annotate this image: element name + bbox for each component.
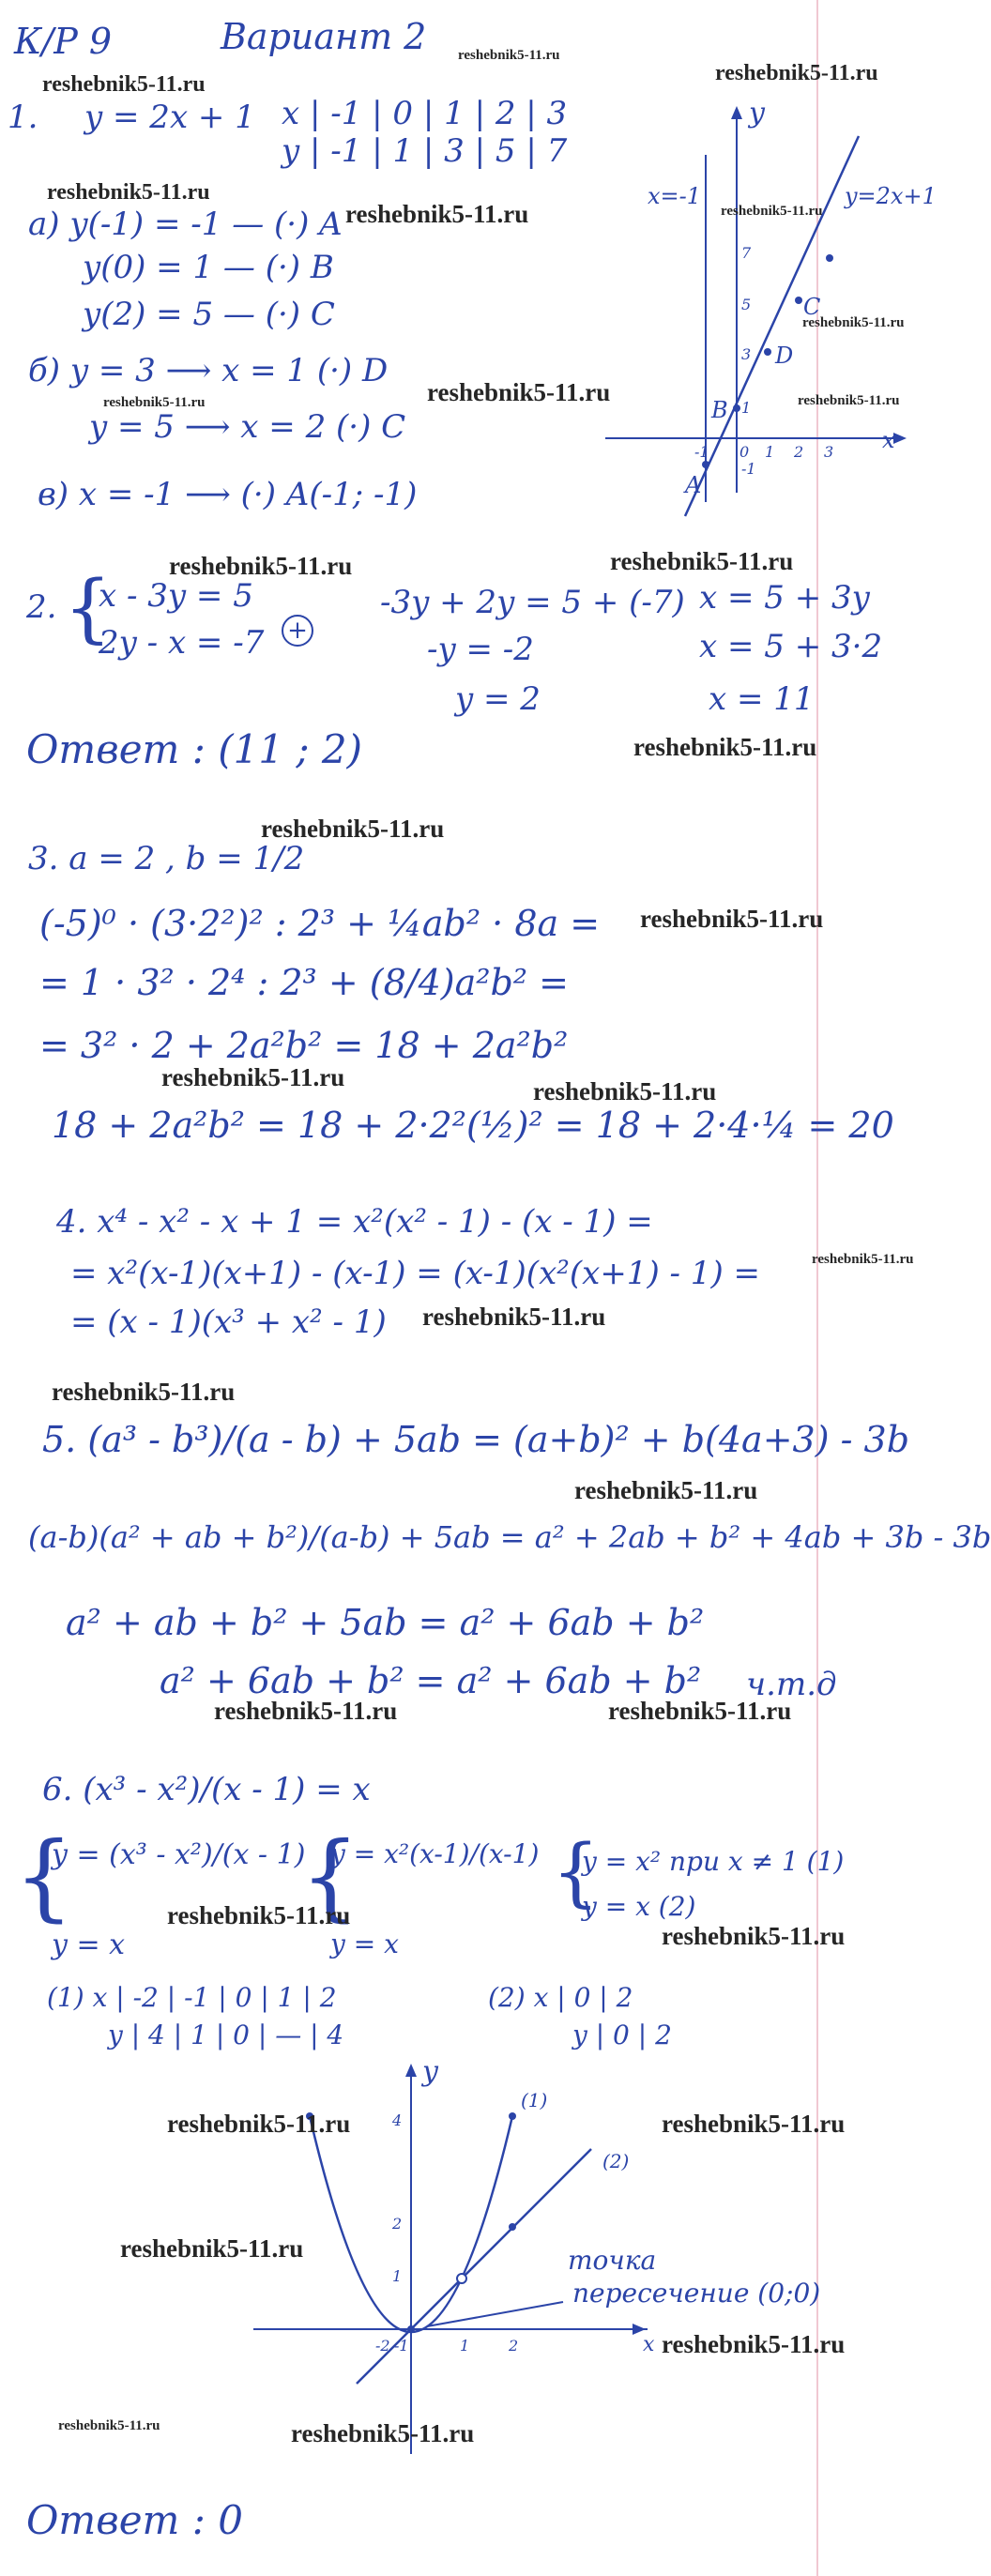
x-axis-arrow bbox=[893, 433, 907, 444]
header-variant: Вариант 2 bbox=[221, 16, 427, 57]
graph1-x-label: x bbox=[882, 427, 895, 453]
task1-function: y = 2x + 1 bbox=[84, 99, 255, 136]
graph2-tick-x: -1 bbox=[394, 2337, 409, 2355]
graph1-tick-y: 1 bbox=[741, 399, 752, 417]
task6-table2-x: (2) x | 0 | 2 bbox=[488, 1982, 633, 2013]
task1-a-line3: y(2) = 5 — (·) C bbox=[83, 296, 335, 333]
watermark: reshebnik5-11.ru bbox=[291, 2419, 475, 2447]
task6-table2-y: y | 0 | 2 bbox=[572, 2020, 672, 2050]
graph2-tick-x: 1 bbox=[460, 2337, 470, 2355]
watermark: reshebnik5-11.ru bbox=[422, 1303, 606, 1331]
task2-answer: Ответ : (11 ; 2) bbox=[26, 726, 363, 772]
watermark: reshebnik5-11.ru bbox=[214, 1697, 398, 1725]
watermark: reshebnik5-11.ru bbox=[58, 2418, 160, 2433]
task6-note1: точка bbox=[568, 2245, 657, 2276]
task2-number: 2. bbox=[26, 588, 57, 626]
task3-line3: = 3² · 2 + 2a²b² = 18 + 2a²b² bbox=[39, 1025, 569, 1066]
line-y-x bbox=[357, 2149, 591, 2384]
watermark: reshebnik5-11.ru bbox=[640, 905, 824, 933]
graph2-tick-y: 4 bbox=[392, 2111, 403, 2129]
header-kr: К/Р 9 bbox=[14, 21, 113, 62]
task1-a-line2: y(0) = 1 — (·) B bbox=[83, 249, 334, 286]
watermark: reshebnik5-11.ru bbox=[662, 1922, 846, 1950]
point-2-2 bbox=[509, 2223, 516, 2231]
watermark: reshebnik5-11.ru bbox=[261, 815, 445, 843]
watermark: reshebnik5-11.ru bbox=[715, 61, 878, 85]
task6-line1: 6. (x³ - x²)/(x - 1) = x bbox=[42, 1771, 371, 1808]
task3-given: 3. a = 2 , b = 1/2 bbox=[28, 840, 305, 877]
point-2-4 bbox=[509, 2112, 516, 2120]
watermark: reshebnik5-11.ru bbox=[608, 1697, 792, 1725]
point-B bbox=[733, 404, 740, 412]
task6-table1-y: y | 4 | 1 | 0 | — | 4 bbox=[108, 2020, 344, 2050]
task2-step2: -y = -2 bbox=[427, 631, 534, 668]
task2-plus: + bbox=[282, 615, 313, 647]
task6-table1-x: (1) x | -2 | -1 | 0 | 1 | 2 bbox=[47, 1982, 337, 2013]
watermark: reshebnik5-11.ru bbox=[802, 315, 905, 330]
graph2-y-label: y bbox=[422, 2055, 438, 2088]
watermark: reshebnik5-11.ru bbox=[721, 204, 823, 219]
intersection-point bbox=[407, 2325, 415, 2333]
task1-c-line1: в) x = -1 ⟶ (·) A(-1; -1) bbox=[38, 476, 418, 513]
system-brace: { bbox=[64, 564, 112, 651]
graph1-tick-x: 1 bbox=[765, 443, 775, 461]
excluded-point bbox=[457, 2274, 466, 2283]
task2-eq2: 2y - x = -7 bbox=[99, 624, 265, 662]
watermark: reshebnik5-11.ru bbox=[662, 2110, 846, 2138]
watermark: reshebnik5-11.ru bbox=[427, 378, 611, 406]
task4-line2: = x²(x-1)(x+1) - (x-1) = (x-1)(x²(x+1) - 1) = bbox=[70, 1255, 761, 1292]
graph1-vline-label: x=-1 bbox=[648, 183, 702, 209]
task6-sys3a: y = x² при x ≠ 1 (1) bbox=[582, 1846, 845, 1877]
watermark: reshebnik5-11.ru bbox=[167, 2110, 351, 2138]
watermark: reshebnik5-11.ru bbox=[52, 1378, 236, 1406]
watermark: reshebnik5-11.ru bbox=[167, 1901, 351, 1929]
task1-b-line1: б) y = 3 ⟶ x = 1 (·) D bbox=[28, 352, 389, 389]
task1-a-line1: а) y(-1) = -1 — (·) A bbox=[28, 206, 343, 243]
task6-sys3b: y = x (2) bbox=[582, 1891, 696, 1922]
watermark: reshebnik5-11.ru bbox=[42, 72, 206, 97]
task6-sys1a: y = (x³ - x²)/(x - 1) bbox=[52, 1838, 306, 1871]
watermark: reshebnik5-11.ru bbox=[633, 733, 817, 761]
watermark: reshebnik5-11.ru bbox=[458, 48, 560, 63]
system-brace: { bbox=[14, 1821, 74, 1931]
task1-table-y: y | -1 | 1 | 3 | 5 | 7 bbox=[282, 132, 568, 170]
task4-line1: 4. x⁴ - x² - x + 1 = x²(x² - 1) - (x - 1) = bbox=[56, 1203, 653, 1241]
task3-line4: 18 + 2a²b² = 18 + 2·2²(½)² = 18 + 2·4·¼ = 20 bbox=[52, 1105, 894, 1146]
graph1-y-label: y bbox=[749, 97, 765, 130]
watermark: reshebnik5-11.ru bbox=[798, 393, 900, 408]
task1-table-x: x | -1 | 0 | 1 | 2 | 3 bbox=[282, 95, 568, 132]
watermark: reshebnik5-11.ru bbox=[120, 2234, 304, 2263]
graph2-tick-y: 2 bbox=[392, 2215, 403, 2233]
graph1-line-label: y=2x+1 bbox=[845, 183, 937, 209]
y-axis-arrow bbox=[405, 2064, 417, 2077]
system-brace: { bbox=[552, 1828, 600, 1915]
graph1-tick-y: 7 bbox=[741, 244, 752, 262]
task2-res1: x = 5 + 3y bbox=[699, 579, 870, 617]
task5-line2: (a-b)(a² + ab + b²)/(a-b) + 5ab = a² + 2ab + b² + 4ab + 3b - 3b bbox=[28, 1519, 991, 1555]
graph1-point-C: C bbox=[803, 294, 821, 320]
task2-step3: y = 2 bbox=[455, 680, 541, 718]
graph1-point-A: A bbox=[685, 472, 702, 498]
graph2-tick-x: -2 bbox=[375, 2337, 390, 2355]
graph1-tick-y: -1 bbox=[741, 460, 756, 478]
watermark: reshebnik5-11.ru bbox=[103, 395, 206, 410]
task5-line3: a² + ab + b² + 5ab = a² + 6ab + b² bbox=[66, 1602, 705, 1643]
watermark: reshebnik5-11.ru bbox=[533, 1077, 717, 1105]
task1-number: 1. bbox=[8, 99, 38, 136]
graph1-tick-x: -1 bbox=[694, 443, 709, 461]
task2-eq1: x - 3y = 5 bbox=[99, 577, 253, 615]
graph2-label-1: (1) bbox=[521, 2089, 548, 2111]
graph2-tick-y: 1 bbox=[392, 2267, 403, 2285]
watermark: reshebnik5-11.ru bbox=[169, 552, 353, 580]
graph1-tick-x: 3 bbox=[824, 443, 834, 461]
watermark: reshebnik5-11.ru bbox=[47, 180, 210, 205]
graph1-tick-y: 3 bbox=[741, 345, 752, 363]
graph-linear bbox=[601, 97, 937, 521]
point-A bbox=[702, 461, 709, 468]
point-D bbox=[764, 348, 771, 356]
task6-note2: пересечение (0;0) bbox=[572, 2278, 821, 2309]
task4-line3: = (x - 1)(x³ + x² - 1) bbox=[70, 1303, 387, 1341]
task3-line2: = 1 · 3² · 2⁴ : 2³ + (8/4)a²b² = bbox=[39, 962, 569, 1003]
y-axis-arrow bbox=[731, 106, 742, 119]
task2-res3: x = 11 bbox=[709, 680, 815, 718]
task3-line1: (-5)⁰ · (3·2²)² : 2³ + ¼ab² · 8a = bbox=[39, 903, 601, 944]
task2-res2: x = 5 + 3·2 bbox=[699, 628, 883, 665]
watermark: reshebnik5-11.ru bbox=[812, 1252, 914, 1267]
task6-sys2a: y = x²(x-1)/(x-1) bbox=[330, 1838, 540, 1869]
task1-b-line2: y = 5 ⟶ x = 2 (·) C bbox=[89, 408, 406, 446]
graph2-tick-x: 2 bbox=[509, 2337, 519, 2355]
watermark: reshebnik5-11.ru bbox=[161, 1063, 345, 1091]
system-brace: { bbox=[300, 1821, 360, 1931]
task5-line1: 5. (a³ - b³)/(a - b) + 5ab = (a+b)² + b(4a+3) - 3b bbox=[42, 1419, 910, 1460]
graph1-tick-x: 2 bbox=[794, 443, 804, 461]
graph2-x-label: x bbox=[643, 2333, 655, 2356]
graph1-tick-x: 0 bbox=[739, 443, 750, 461]
task6-sys2b: y = x bbox=[330, 1928, 399, 1959]
graph1-point-D: D bbox=[775, 343, 794, 369]
task2-step1: -3y + 2y = 5 + (-7) bbox=[380, 584, 685, 621]
graph2-label-2: (2) bbox=[602, 2150, 630, 2172]
point-C bbox=[795, 297, 802, 304]
point-7 bbox=[826, 254, 833, 262]
graph1-tick-y: 5 bbox=[741, 296, 752, 313]
watermark: reshebnik5-11.ru bbox=[345, 200, 529, 228]
watermark: reshebnik5-11.ru bbox=[610, 547, 794, 575]
watermark: reshebnik5-11.ru bbox=[662, 2330, 846, 2358]
task6-answer: Ответ : 0 bbox=[26, 2497, 243, 2543]
task6-sys1b: y = x bbox=[52, 1928, 126, 1961]
graph1-point-B: B bbox=[711, 397, 728, 423]
task5-qed: ч.т.д bbox=[746, 1666, 837, 1703]
watermark: reshebnik5-11.ru bbox=[574, 1476, 758, 1504]
task5-line4: a² + 6ab + b² = a² + 6ab + b² bbox=[160, 1660, 702, 1701]
